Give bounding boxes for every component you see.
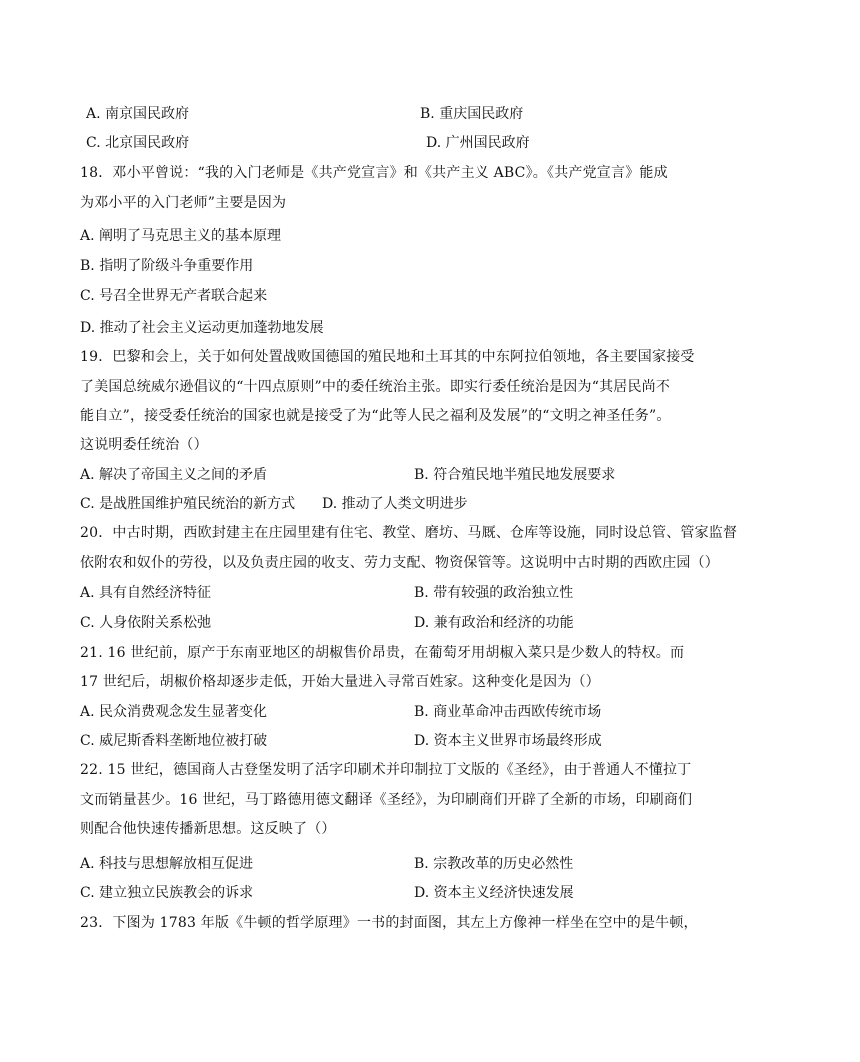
q20-stem-line-1: 20．中古时期，西欧封建主在庄园里建有住宅、教堂、磨坊、马厩、仓库等设施，同时设总管、管家监督 [80, 525, 738, 541]
q18-stem-line-2: 为邓小平的入门老师”主要是因为 [80, 195, 287, 211]
q17-option-c: C. 北京国民政府 [86, 135, 190, 151]
q21-option-c: C. 威尼斯香料垄断地位被打破 [80, 733, 268, 749]
q17-option-a: A. 南京国民政府 [86, 106, 190, 122]
q21-option-d: D. 资本主义世界市场最终形成 [414, 733, 602, 749]
q19-stem-line-4: 这说明委任统治（） [80, 437, 208, 453]
q17-option-d: D. 广州国民政府 [426, 135, 530, 151]
q22-option-c: C. 建立独立民族教会的诉求 [80, 885, 254, 901]
q19-option-b: B. 符合殖民地半殖民地发展要求 [414, 467, 616, 483]
q19-stem-line-2: 了美国总统威尔逊倡议的“十四点原则”中的委任统治主张。即实行委任统治是因为“其居民尚不 [80, 379, 671, 395]
q18-option-a: A. 阐明了马克思主义的基本原理 [80, 228, 282, 244]
q18-option-c: C. 号召全世界无产者联合起来 [80, 288, 268, 304]
q20-option-c: C. 人身依附关系松弛 [80, 615, 212, 631]
q19-stem-line-1: 19．巴黎和会上，关于如何处置战败国德国的殖民地和土耳其的中东阿拉伯领地，各主要国家接受 [80, 349, 695, 365]
q19-option-d: D. 推动了人类文明进步 [322, 496, 468, 512]
q22-option-b: B. 宗教改革的历史必然性 [414, 856, 574, 872]
q22-stem-line-2: 文而销量甚少。16 世纪，马丁路德用德文翻译《圣经》，为印刷商们开辟了全新的市场，印刷商们 [80, 792, 693, 808]
q21-option-a: A. 民众消费观念发生显著变化 [80, 704, 268, 720]
q19-stem-line-3: 能自立”，接受委任统治的国家也就是接受了为“此等人民之福利及发展”的“文明之神圣任务”。 [80, 408, 671, 424]
q21-option-b: B. 商业革命冲击西欧传统市场 [414, 704, 602, 720]
q19-option-c: C. 是战胜国维护殖民统治的新方式 [80, 496, 296, 512]
q18-option-b: B. 指明了阶级斗争重要作用 [80, 258, 254, 274]
q22-stem-line-3: 则配合他快速传播新思想。这反映了（） [80, 821, 336, 837]
q20-option-d: D. 兼有政治和经济的功能 [414, 615, 574, 631]
q19-option-a: A. 解决了帝国主义之间的矛盾 [80, 467, 268, 483]
q21-stem-line-1: 21. 16 世纪前，原产于东南亚地区的胡椒售价昂贵，在葡萄牙用胡椒入菜只是少数人的特权。而 [80, 645, 685, 661]
q21-stem-line-2: 17 世纪后，胡椒价格却逐步走低，开始大量进入寻常百姓家。这种变化是因为（） [80, 674, 600, 690]
q17-option-b: B. 重庆国民政府 [420, 106, 524, 122]
q20-option-b: B. 带有较强的政治独立性 [414, 585, 574, 601]
q20-option-a: A. 具有自然经济特征 [80, 585, 212, 601]
q23-stem-line-1: 23．下图为 1783 年版《牛顿的哲学原理》一书的封面图，其左上方像神一样坐在空中的是牛顿， [80, 915, 698, 931]
q22-option-d: D. 资本主义经济快速发展 [414, 885, 574, 901]
q20-stem-line-2: 依附农和奴仆的劳役，以及负责庄园的收支、劳力支配、物资保管等。这说明中古时期的西欧庄园（） [80, 555, 719, 571]
q22-option-a: A. 科技与思想解放相互促进 [80, 856, 254, 872]
q18-stem-line-1: 18．邓小平曾说：“我的入门老师是《共产党宣言》和《共产主义 ABC》。《共产党宣言》能成 [80, 165, 668, 181]
q22-stem-line-1: 22. 15 世纪，德国商人古登堡发明了活字印刷术并印制拉丁文版的《圣经》，由于普通人不懂拉丁 [80, 762, 692, 778]
q18-option-d: D. 推动了社会主义运动更加蓬勃地发展 [80, 320, 324, 336]
